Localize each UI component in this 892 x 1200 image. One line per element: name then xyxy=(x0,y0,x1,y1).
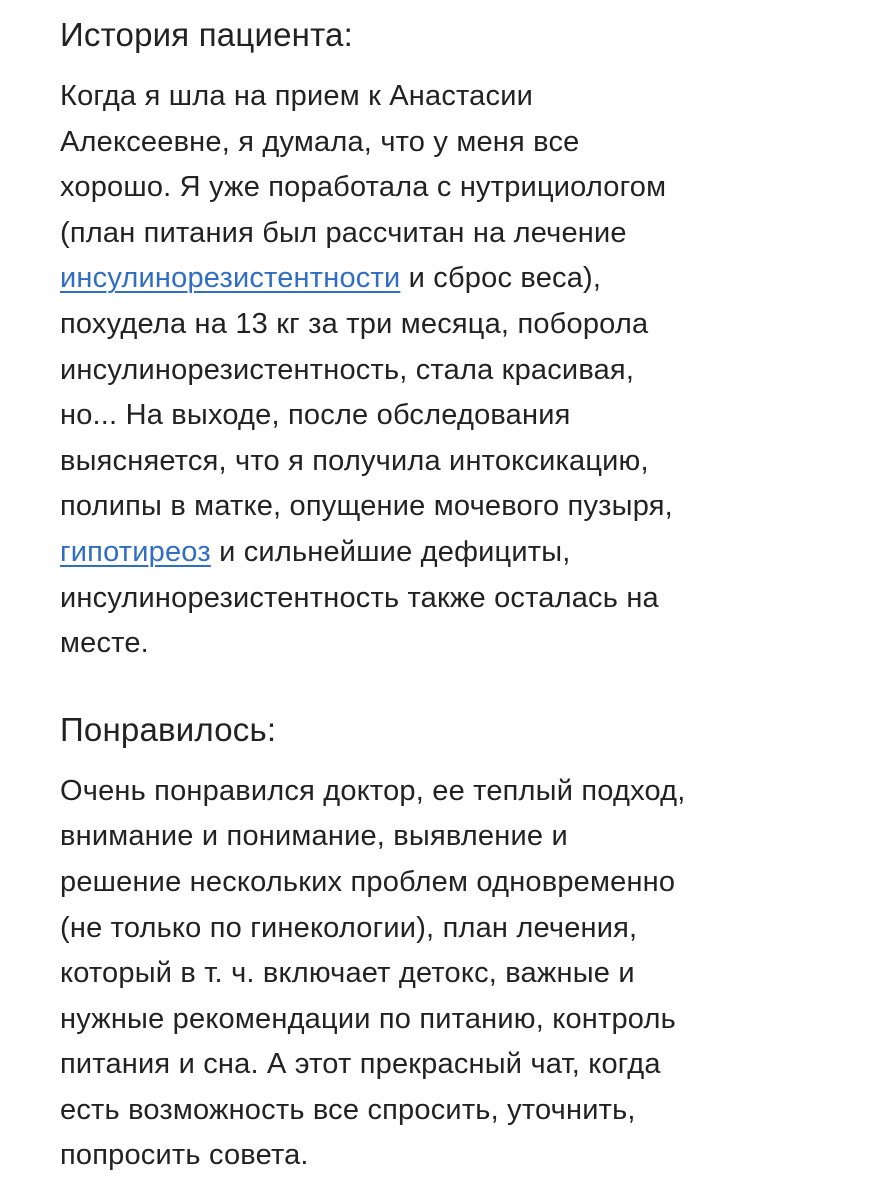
text-line: месте. xyxy=(60,627,149,660)
text-line: хорошо. Я уже поработала с нутрициологом xyxy=(60,171,667,204)
section-title-patient-history: История пациента: xyxy=(60,16,353,53)
text-line: но... На выходе, после обследования xyxy=(60,399,571,432)
text-line: выясняется, что я получила интоксикацию, xyxy=(60,444,649,477)
text-line: питания и сна. А этот прекрасный чат, когда xyxy=(60,1048,661,1081)
text-line: инсулинорезистентность также осталась на xyxy=(60,581,659,614)
text-line: Алексеевне, я думала, что у меня все xyxy=(60,125,580,158)
link-insulin-resistance[interactable]: инсулинорезистентности xyxy=(60,262,401,295)
patient-history-text xyxy=(60,74,852,667)
text-line: Очень понравился доктор, ее теплый подход, xyxy=(60,774,686,807)
text-line: инсулинорезистентность, стала красивая, xyxy=(60,353,635,386)
text-fragment: и сильнейшие дефициты, xyxy=(210,535,571,568)
liked-text xyxy=(60,769,852,1179)
text-line: попросить совета. xyxy=(60,1139,309,1172)
text-line: (не только по гинекологии), план лечения, xyxy=(60,911,638,944)
text-line: внимание и понимание, выявление и xyxy=(60,820,568,853)
text-fragment: и сброс веса), xyxy=(400,262,602,295)
text-line: похудела на 13 кг за три месяца, поборола xyxy=(60,307,649,340)
text-line: решение нескольких проблем одновременно xyxy=(60,865,676,898)
text-line: который в т. ч. включает детокс, важные и xyxy=(60,957,635,990)
text-line: есть возможность все спросить, уточнить, xyxy=(60,1093,636,1126)
text-line xyxy=(60,256,852,302)
link-hypothyroidism[interactable]: гипотиреоз xyxy=(60,535,211,568)
section-liked xyxy=(60,709,852,1179)
text-line: Когда я шла на прием к Анастасии xyxy=(60,80,534,112)
text-line: (план питания был рассчитан на лечение xyxy=(60,216,627,249)
section-patient-history xyxy=(60,14,852,667)
section-title-liked: Понравилось: xyxy=(60,710,277,748)
text-line: нужные рекомендации по питанию, контроль xyxy=(60,1002,676,1035)
text-line: полипы в матке, опущение мочевого пузыря, xyxy=(60,490,673,523)
text-line xyxy=(60,530,852,576)
